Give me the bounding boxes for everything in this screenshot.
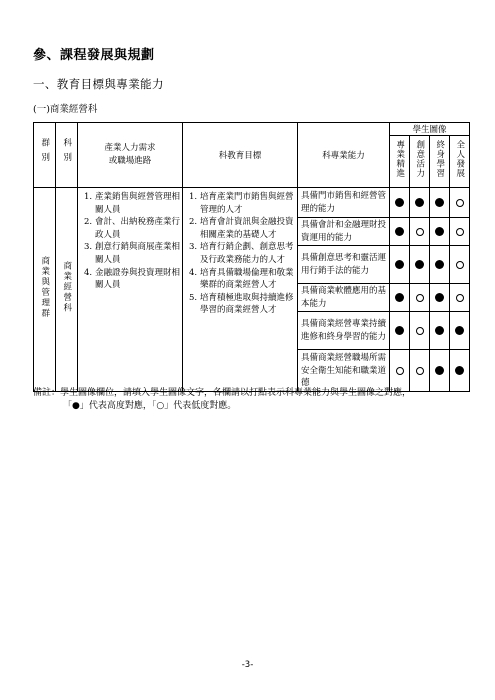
competency-cell: 具備商業經營專業持續進修和終身學習的能力 (298, 312, 390, 350)
footnote (33, 387, 473, 413)
filled-circle-icon (435, 366, 444, 375)
filled-circle-icon (415, 198, 424, 207)
goal-item-text: 培育具備職場倫理和敬業樂群的商業經營人才 (200, 267, 294, 291)
goal-item (189, 241, 295, 266)
mark-cell (390, 312, 410, 350)
page-heading: 參、課程發展與規劃 (33, 48, 155, 63)
demand-item (84, 216, 180, 241)
competency-cell: 具備門市銷售和經營管理的能力 (298, 188, 390, 218)
dept-name: 商業經營科 (61, 261, 72, 314)
competency-cell: 具備商業經營職場所需安全衛生知能和職業道德 (298, 350, 390, 392)
goal-item (189, 292, 295, 317)
filled-circle-icon (435, 198, 444, 207)
mark-cell (450, 246, 470, 284)
goal-item-text: 培育產業門市銷售與經營管理的人才 (200, 192, 294, 215)
header-student-image: 學生圖像 (390, 123, 470, 136)
mark-cell (390, 284, 410, 312)
dept-name-cell (56, 188, 78, 392)
goal-item (189, 216, 295, 241)
demand-cell (78, 188, 183, 392)
mark-cell (390, 350, 410, 392)
header-group (34, 123, 56, 188)
page-number: -3- (241, 660, 254, 670)
competency-cell: 具備會計和金融理財投資運用的能力 (298, 218, 390, 246)
mark-cell (410, 218, 430, 246)
goal-item-text: 培育積極進取與持續進修學習的商業經營人才 (200, 292, 294, 316)
hollow-circle-icon (416, 367, 424, 375)
filled-circle-icon (435, 260, 444, 269)
goal-item-number: 2. (189, 217, 198, 228)
header-competency: 科專業能力 (298, 123, 390, 188)
demand-item (84, 191, 180, 216)
demand-item (84, 267, 180, 292)
image-col-1-text: 專業精進 (394, 140, 405, 179)
header-group-text: 群別 (39, 138, 50, 168)
header-demand-line2: 或職場進路 (108, 156, 152, 166)
filled-circle-icon (455, 366, 464, 375)
header-image-col-4 (450, 136, 470, 188)
header-goals: 科教育目標 (183, 123, 298, 188)
curriculum-table (33, 122, 470, 392)
goal-item (189, 267, 295, 292)
filled-circle-icon (435, 227, 444, 236)
goal-item-number: 5. (189, 292, 198, 303)
header-image-col-1 (390, 136, 410, 188)
filled-circle-icon (395, 227, 404, 236)
image-col-3-text: 終身學習 (434, 140, 445, 179)
image-col-2-text: 創意活力 (414, 140, 425, 179)
mark-cell (410, 312, 430, 350)
header-image-col-2 (410, 136, 430, 188)
mark-cell (430, 188, 450, 218)
mark-cell (390, 246, 410, 284)
filled-circle-icon (415, 260, 424, 269)
mark-cell (430, 284, 450, 312)
goal-item-number: 3. (189, 242, 198, 253)
mark-cell (390, 218, 410, 246)
section-title: 一、教育目標與專業能力 (33, 77, 164, 91)
competency-cell: 具備創意思考和靈活運用行銷手法的能力 (298, 246, 390, 284)
demand-item-text: 會計、出納稅務產業行政人員 (95, 217, 181, 240)
hollow-circle-icon (416, 294, 424, 302)
header-demand (78, 123, 183, 188)
demand-item-number: 4. (84, 267, 93, 278)
competency-cell: 具備商業軟體應用的基本能力 (298, 284, 390, 312)
group-name-cell (34, 188, 56, 392)
mark-cell (410, 284, 430, 312)
mark-cell (450, 312, 470, 350)
goal-item (189, 191, 295, 216)
footnote-line-1: 備註：學生圖像欄位，請填入學生圖像文字，各欄請以打點表示科專業能力與學生圖像之對應， (33, 388, 412, 398)
filled-circle-icon (395, 293, 404, 302)
hollow-circle-icon (456, 228, 464, 236)
mark-cell (450, 350, 470, 392)
demand-item-text: 金融證券與投資理財相關人員 (95, 267, 181, 291)
table-row (34, 188, 470, 218)
filled-circle-icon (435, 293, 444, 302)
filled-circle-icon (395, 326, 404, 335)
mark-cell (430, 312, 450, 350)
header-image-col-3 (430, 136, 450, 188)
filled-circle-icon (435, 326, 444, 335)
mark-cell (390, 188, 410, 218)
image-col-4-text: 全人發展 (454, 140, 465, 179)
filled-circle-icon (455, 326, 464, 335)
mark-cell (430, 218, 450, 246)
goals-cell (183, 188, 298, 392)
mark-cell (410, 246, 430, 284)
mark-cell (430, 246, 450, 284)
header-dept-text: 科別 (61, 138, 72, 168)
goal-item-number: 4. (189, 267, 198, 278)
subsection-title: (一)商業經營科 (33, 104, 98, 115)
mark-cell (450, 218, 470, 246)
mark-cell (410, 350, 430, 392)
mark-cell (450, 284, 470, 312)
hollow-circle-icon (416, 327, 424, 335)
mark-cell (450, 188, 470, 218)
hollow-circle-icon (456, 199, 464, 207)
hollow-circle-icon (416, 228, 424, 236)
goal-item-text: 培育會計資訊與金融投資相關產業的基礎人才 (200, 217, 294, 240)
demand-item-number: 3. (84, 242, 93, 253)
mark-cell (430, 350, 450, 392)
demand-item-text: 創意行銷與商展產業相關人員 (95, 242, 181, 265)
goal-item-text: 培育行銷企劃、創意思考及行政業務能力的人才 (200, 242, 294, 265)
header-demand-line1: 產業人力需求 (104, 143, 156, 153)
filled-circle-icon (395, 260, 404, 269)
demand-item-number: 1. (84, 192, 93, 202)
demand-item (84, 241, 180, 266)
hollow-circle-icon (456, 261, 464, 269)
mark-cell (410, 188, 430, 218)
demand-item-text: 產業銷售與經營管理相關人員 (95, 192, 181, 215)
hollow-circle-icon (456, 294, 464, 302)
demand-item-number: 2. (84, 217, 93, 228)
hollow-circle-icon (396, 367, 404, 375)
group-name: 商業與管理群 (39, 255, 50, 319)
filled-circle-icon (395, 198, 404, 207)
footnote-line-2: 「●」代表高度對應，「○」代表低度對應。 (63, 401, 237, 411)
goal-item-number: 1. (189, 192, 198, 202)
header-dept (56, 123, 78, 188)
